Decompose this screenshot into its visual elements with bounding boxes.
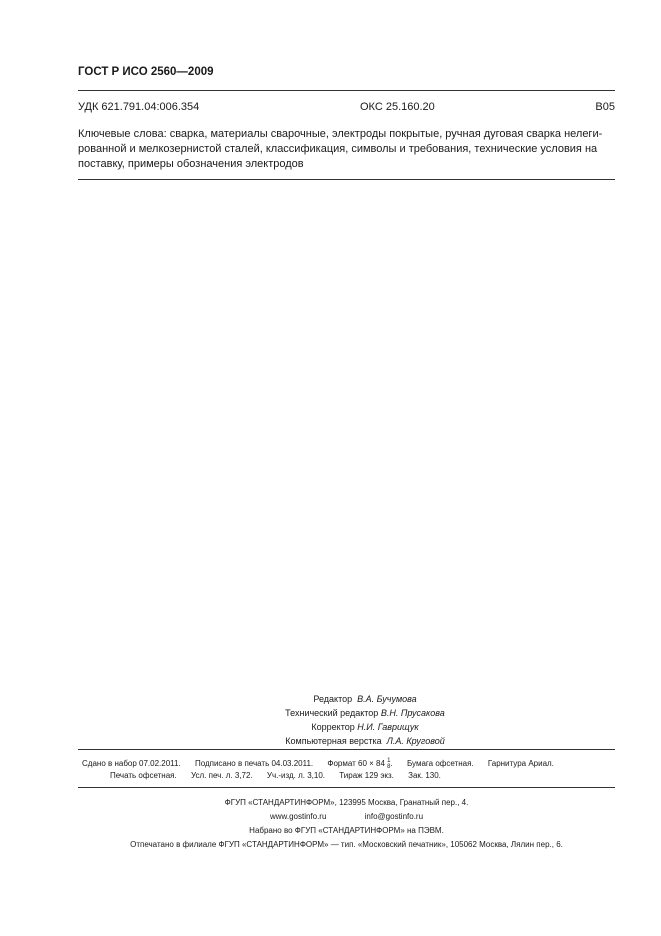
print-format: Формат 60 × 84 1 8 . [327,758,393,770]
signed-to-print: Подписано в печать 04.03.2011. [194,759,314,769]
printed-note: Отпечатано в филиале ФГУП «СТАНДАРТИНФОРМ» — тип. «Московский печатник», 105062 Москва, Лялин пер., 6. [130,840,563,849]
classification-row [78,101,615,115]
keywords-line: поставку, примеры обозначения электродов [78,158,304,170]
corrector-name: Н.И. Гаврищук [357,722,419,732]
corrector-credit: Корректор Н.И. Гаврищук [311,722,419,732]
keywords-line: Ключевые слова: сварка, материалы сварочные, электроды покрытые, ручная дуговая сварка нелеги- [78,128,603,140]
oks-code: ОКС 25.160.20 [360,101,435,113]
header-divider [78,90,615,91]
circulation: Тираж 129 экз. [339,771,394,780]
website-link[interactable]: www.gostinfo.ru [269,812,327,821]
typeface: Гарнитура Ариал. [487,759,554,769]
tech-editor-name: В.Н. Прусакова [380,708,445,718]
layout-credit: Компьютерная верстка Л.А. Круговой [285,736,445,746]
publisher-sheets: Уч.-изд. л. 3,10. [266,771,326,780]
imprint-block [78,796,615,852]
imprint-divider [78,787,615,788]
standard-code: ГОСТ Р ИСО 2560—2009 [78,66,214,78]
keywords-line: рованной и мелкозернистой сталей, классификация, символы и требования, технические условия на [78,143,598,155]
publisher-address: ФГУП «СТАНДАРТИНФОРМ», 123995 Москва, Гранатный пер., 4. [224,798,469,807]
editor-credit: Редактор В.А. Бучумова [313,694,417,704]
editor-name: В.А. Бучумова [357,694,417,704]
print-sheets: Усл. печ. л. 3,72. [190,771,253,780]
typeset-note: Набрано во ФГУП «СТАНДАРТИНФОРМ» на ПЭВМ. [249,826,444,835]
udc-code: УДК 621.791.04:006.354 [78,101,200,113]
publication-row-2 [110,771,441,780]
layout-name: Л.А. Круговой [386,736,445,746]
contacts-row [78,810,615,824]
keywords-divider [78,179,615,180]
format-fraction: 1 8 [387,758,391,770]
group-code: В05 [595,101,615,113]
paper-type: Бумага офсетная. [406,759,474,769]
print-type: Печать офсетная. [110,771,177,780]
keywords-block [78,127,618,172]
publication-divider [78,749,615,750]
tech-editor-credit: Технический редактор В.Н. Прусакова [285,708,445,718]
credits-block [200,692,530,748]
sent-to-set: Сдано в набор 07.02.2011. [82,759,181,769]
publication-row-1 [82,758,554,770]
order-number: Зак. 130. [408,771,441,780]
email-link[interactable]: info@gostinfo.ru [364,812,424,821]
